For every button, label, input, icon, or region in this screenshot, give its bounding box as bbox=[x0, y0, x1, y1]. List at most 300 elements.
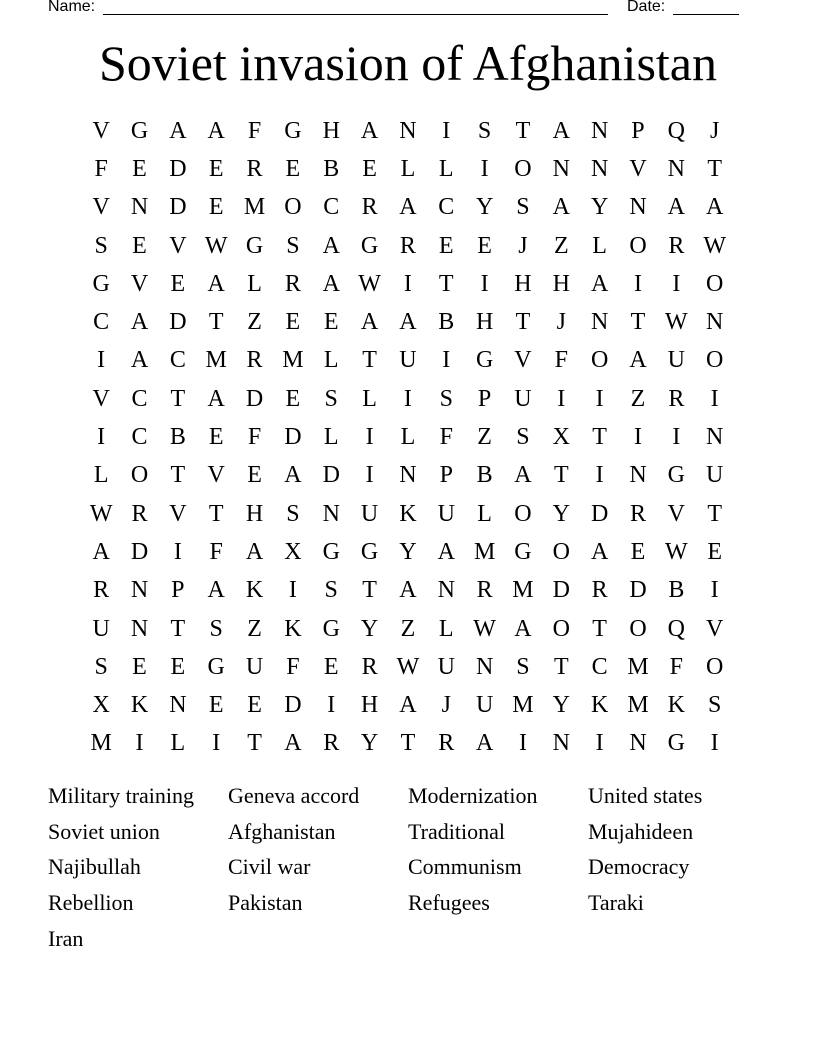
grid-letter[interactable]: A bbox=[322, 232, 340, 259]
grid-letter[interactable]: I bbox=[710, 385, 719, 412]
grid-letter[interactable]: V bbox=[92, 385, 110, 412]
header-row bbox=[0, 0, 816, 20]
grid-letter[interactable]: S bbox=[324, 385, 338, 412]
grid-letter[interactable]: A bbox=[207, 117, 225, 144]
grid-letter[interactable]: D bbox=[284, 424, 302, 451]
grid-row bbox=[82, 189, 734, 227]
grid-letter[interactable]: E bbox=[323, 653, 339, 680]
grid-letter[interactable]: V bbox=[706, 615, 724, 642]
grid-letter[interactable]: H bbox=[552, 270, 570, 297]
grid-letter[interactable]: U bbox=[360, 500, 379, 527]
grid-letter[interactable]: E bbox=[208, 424, 224, 451]
grid-letter[interactable]: E bbox=[132, 653, 147, 680]
grid-letter[interactable]: C bbox=[131, 385, 148, 412]
grid-letter[interactable]: B bbox=[438, 309, 455, 336]
grid-letter[interactable]: J bbox=[556, 309, 566, 336]
grid-letter[interactable]: L bbox=[477, 500, 492, 527]
grid-letter[interactable]: M bbox=[473, 538, 496, 565]
grid-letter[interactable]: L bbox=[438, 615, 454, 642]
grid-letter[interactable]: N bbox=[399, 462, 417, 489]
grid-letter[interactable]: I bbox=[710, 730, 719, 757]
grid-letter[interactable]: V bbox=[130, 270, 149, 297]
grid-letter[interactable]: F bbox=[94, 155, 108, 182]
grid-letter[interactable]: B bbox=[668, 577, 685, 604]
grid-letter[interactable]: O bbox=[514, 155, 532, 182]
grid-letter[interactable]: A bbox=[207, 270, 225, 297]
grid-letter[interactable]: T bbox=[170, 462, 186, 489]
grid-letter[interactable]: W bbox=[473, 615, 496, 642]
grid-letter[interactable]: U bbox=[706, 462, 724, 489]
grid-letter[interactable]: T bbox=[247, 730, 262, 757]
grid-letter[interactable]: R bbox=[131, 500, 148, 527]
grid-letter[interactable]: S bbox=[324, 577, 338, 604]
grid-letter[interactable]: V bbox=[207, 462, 225, 489]
grid-letter[interactable]: G bbox=[360, 232, 379, 259]
grid-letter[interactable]: R bbox=[668, 385, 685, 412]
grid-letter[interactable]: K bbox=[399, 500, 417, 527]
grid-letter[interactable]: N bbox=[552, 730, 570, 757]
grid-letter[interactable]: J bbox=[710, 117, 720, 144]
grid-letter[interactable]: L bbox=[592, 232, 607, 259]
grid-letter[interactable]: G bbox=[322, 538, 340, 565]
grid-letter[interactable]: S bbox=[94, 232, 108, 259]
grid-letter[interactable]: F bbox=[439, 424, 453, 451]
grid-letter[interactable]: E bbox=[707, 538, 722, 565]
grid-letter[interactable]: C bbox=[591, 653, 608, 680]
grid-letter[interactable]: I bbox=[97, 424, 106, 451]
grid-letter[interactable]: L bbox=[323, 424, 339, 451]
grid-letter[interactable]: N bbox=[590, 155, 609, 182]
grid-letter[interactable]: B bbox=[323, 155, 340, 182]
grid-letter[interactable]: V bbox=[92, 117, 110, 144]
grid-letter[interactable]: G bbox=[667, 462, 685, 489]
grid-letter[interactable]: Y bbox=[552, 500, 570, 527]
grid-row bbox=[82, 303, 734, 341]
grid-letter[interactable]: A bbox=[399, 194, 417, 221]
grid-letter[interactable]: L bbox=[247, 270, 262, 297]
grid-letter[interactable]: A bbox=[552, 117, 570, 144]
grid-letter[interactable]: R bbox=[246, 347, 263, 374]
grid-letter[interactable]: I bbox=[288, 577, 297, 604]
grid-letter[interactable]: T bbox=[707, 500, 722, 527]
grid-letter[interactable]: D bbox=[629, 577, 647, 604]
grid-letter[interactable]: F bbox=[286, 653, 300, 680]
grid-letter[interactable]: A bbox=[207, 385, 225, 412]
grid-letter[interactable]: K bbox=[130, 692, 149, 719]
grid-letter[interactable]: V bbox=[629, 155, 647, 182]
grid-letter[interactable]: K bbox=[284, 615, 302, 642]
grid-letter[interactable]: V bbox=[667, 500, 685, 527]
grid-letter[interactable]: A bbox=[130, 309, 149, 336]
grid-row bbox=[82, 686, 734, 724]
grid-letter[interactable]: N bbox=[629, 730, 647, 757]
grid-letter[interactable]: R bbox=[476, 577, 493, 604]
grid-letter[interactable]: V bbox=[92, 194, 110, 221]
grid-letter[interactable]: F bbox=[209, 538, 223, 565]
grid-letter[interactable]: D bbox=[245, 385, 264, 412]
grid-letter[interactable]: T bbox=[170, 385, 186, 412]
grid-letter[interactable]: O bbox=[629, 232, 647, 259]
grid-letter[interactable]: I bbox=[595, 462, 604, 489]
grid-letter[interactable]: Y bbox=[399, 538, 417, 565]
grid-letter[interactable]: A bbox=[514, 462, 532, 489]
grid-letter[interactable]: S bbox=[516, 424, 530, 451]
grid-letter[interactable]: H bbox=[360, 692, 379, 719]
grid-letter[interactable]: C bbox=[323, 194, 340, 221]
grid-letter[interactable]: R bbox=[591, 577, 608, 604]
grid-letter[interactable]: U bbox=[667, 347, 685, 374]
grid-letter[interactable]: I bbox=[403, 385, 412, 412]
grid-letter[interactable]: W bbox=[204, 232, 228, 259]
grid-letter[interactable]: E bbox=[247, 462, 262, 489]
grid-letter[interactable]: M bbox=[512, 692, 534, 719]
grid-letter[interactable]: U bbox=[514, 385, 532, 412]
grid-letter[interactable]: N bbox=[322, 500, 340, 527]
grid-letter[interactable]: G bbox=[360, 538, 379, 565]
grid-letter[interactable]: D bbox=[169, 155, 187, 182]
grid-letter[interactable]: S bbox=[439, 385, 453, 412]
grid-letter[interactable]: T bbox=[400, 730, 416, 757]
grid-letter[interactable]: V bbox=[169, 232, 187, 259]
grid-letter[interactable]: L bbox=[93, 462, 109, 489]
grid-letter[interactable]: V bbox=[514, 347, 532, 374]
grid-letter[interactable]: A bbox=[92, 538, 110, 565]
grid-letter[interactable]: D bbox=[169, 194, 187, 221]
grid-letter[interactable]: L bbox=[323, 347, 339, 374]
word-list-item: Communism bbox=[408, 854, 522, 880]
grid-letter[interactable]: N bbox=[169, 692, 187, 719]
grid-letter[interactable]: N bbox=[667, 155, 685, 182]
grid-letter[interactable]: X bbox=[92, 692, 110, 719]
grid-letter[interactable]: E bbox=[285, 309, 301, 336]
grid-letter[interactable]: O bbox=[629, 615, 647, 642]
grid-letter[interactable]: W bbox=[665, 538, 688, 565]
grid-letter[interactable]: N bbox=[437, 577, 455, 604]
grid-letter[interactable]: M bbox=[627, 692, 649, 719]
grid-letter[interactable]: G bbox=[475, 347, 494, 374]
grid-letter[interactable]: D bbox=[552, 577, 570, 604]
grid-letter[interactable]: Y bbox=[360, 730, 379, 757]
grid-letter[interactable]: X bbox=[552, 424, 570, 451]
grid-letter[interactable]: Y bbox=[475, 194, 494, 221]
grid-letter[interactable]: S bbox=[286, 232, 300, 259]
grid-letter[interactable]: T bbox=[362, 577, 377, 604]
grid-letter[interactable]: G bbox=[322, 615, 340, 642]
grid-letter[interactable]: I bbox=[442, 117, 451, 144]
grid-letter[interactable]: A bbox=[706, 194, 724, 221]
grid-letter[interactable]: N bbox=[706, 309, 724, 336]
grid-letter[interactable]: A bbox=[360, 117, 379, 144]
grid-letter[interactable]: R bbox=[361, 653, 378, 680]
grid-letter[interactable]: A bbox=[399, 692, 417, 719]
grid-letter[interactable]: J bbox=[518, 232, 528, 259]
grid-letter[interactable]: T bbox=[553, 653, 569, 680]
grid-letter[interactable]: G bbox=[92, 270, 110, 297]
date-blank-line[interactable] bbox=[673, 14, 739, 15]
grid-letter[interactable]: A bbox=[284, 730, 302, 757]
grid-letter[interactable]: O bbox=[706, 347, 724, 374]
word-list-item: Afghanistan bbox=[228, 818, 336, 844]
grid-letter[interactable]: E bbox=[132, 232, 147, 259]
grid-letter[interactable]: I bbox=[633, 424, 642, 451]
grid-letter[interactable]: I bbox=[173, 538, 182, 565]
grid-letter[interactable]: U bbox=[437, 500, 455, 527]
grid-letter[interactable]: Z bbox=[247, 309, 262, 336]
grid-letter[interactable]: U bbox=[437, 653, 455, 680]
grid-letter[interactable]: A bbox=[399, 309, 417, 336]
grid-letter[interactable]: D bbox=[590, 500, 609, 527]
grid-letter[interactable]: G bbox=[284, 117, 302, 144]
grid-letter[interactable]: E bbox=[477, 232, 492, 259]
grid-letter[interactable]: W bbox=[703, 232, 726, 259]
grid-letter[interactable]: F bbox=[554, 347, 568, 374]
grid-letter[interactable]: E bbox=[362, 155, 377, 182]
grid-letter[interactable]: N bbox=[706, 424, 724, 451]
grid-letter[interactable]: N bbox=[475, 653, 494, 680]
grid-letter[interactable]: B bbox=[476, 462, 493, 489]
grid-letter[interactable]: Y bbox=[552, 692, 570, 719]
grid-letter[interactable]: E bbox=[208, 155, 224, 182]
grid-letter[interactable]: S bbox=[516, 194, 530, 221]
grid-letter[interactable]: R bbox=[629, 500, 646, 527]
grid-letter[interactable]: M bbox=[90, 730, 112, 757]
grid-letter[interactable]: R bbox=[361, 194, 378, 221]
grid-letter[interactable]: A bbox=[437, 538, 455, 565]
grid-letter[interactable]: I bbox=[710, 577, 719, 604]
grid-letter[interactable]: I bbox=[327, 692, 336, 719]
grid-letter[interactable]: M bbox=[243, 194, 266, 221]
grid-letter[interactable]: T bbox=[170, 615, 186, 642]
grid-letter[interactable]: V bbox=[169, 500, 187, 527]
grid-letter[interactable]: A bbox=[130, 347, 149, 374]
grid-letter[interactable]: L bbox=[170, 730, 186, 757]
grid-letter[interactable]: I bbox=[403, 270, 412, 297]
grid-letter[interactable]: L bbox=[400, 155, 416, 182]
grid-letter[interactable]: R bbox=[93, 577, 110, 604]
grid-letter[interactable]: N bbox=[552, 155, 570, 182]
grid-letter[interactable]: S bbox=[209, 615, 223, 642]
grid-letter[interactable]: E bbox=[208, 692, 224, 719]
grid-letter[interactable]: Z bbox=[553, 232, 569, 259]
grid-letter[interactable]: S bbox=[516, 653, 530, 680]
grid-letter[interactable]: O bbox=[706, 270, 724, 297]
grid-letter[interactable]: W bbox=[358, 270, 381, 297]
grid-letter[interactable]: F bbox=[247, 424, 262, 451]
grid-letter[interactable]: B bbox=[169, 424, 186, 451]
grid-letter[interactable]: S bbox=[477, 117, 492, 144]
grid-letter[interactable]: F bbox=[669, 653, 683, 680]
grid-letter[interactable]: P bbox=[631, 117, 645, 144]
grid-letter[interactable]: T bbox=[208, 309, 224, 336]
grid-letter[interactable]: I bbox=[672, 270, 681, 297]
grid-letter[interactable]: M bbox=[512, 577, 534, 604]
grid-letter[interactable]: Z bbox=[477, 424, 492, 451]
grid-letter[interactable]: E bbox=[630, 538, 646, 565]
grid-letter[interactable]: L bbox=[362, 385, 377, 412]
grid-letter[interactable]: W bbox=[89, 500, 113, 527]
grid-letter[interactable]: I bbox=[672, 424, 681, 451]
grid-letter[interactable]: E bbox=[438, 232, 454, 259]
grid-letter[interactable]: N bbox=[590, 309, 609, 336]
grid-letter[interactable]: I bbox=[595, 730, 604, 757]
grid-letter[interactable]: R bbox=[668, 232, 685, 259]
grid-letter[interactable]: Y bbox=[360, 615, 379, 642]
grid-letter[interactable]: Y bbox=[590, 194, 609, 221]
word-list-item: Soviet union bbox=[48, 818, 160, 844]
grid-letter[interactable]: W bbox=[665, 309, 688, 336]
grid-letter[interactable]: F bbox=[247, 117, 262, 144]
grid-letter[interactable]: H bbox=[514, 270, 532, 297]
name-blank-line[interactable] bbox=[103, 14, 608, 15]
grid-letter[interactable]: H bbox=[245, 500, 264, 527]
grid-letter[interactable]: A bbox=[629, 347, 647, 374]
grid-letter[interactable]: P bbox=[171, 577, 185, 604]
grid-letter[interactable]: T bbox=[707, 155, 722, 182]
grid-letter[interactable]: A bbox=[399, 577, 417, 604]
grid-letter[interactable]: A bbox=[552, 194, 570, 221]
grid-letter[interactable]: T bbox=[630, 309, 646, 336]
grid-letter[interactable]: U bbox=[475, 692, 494, 719]
grid-letter[interactable]: T bbox=[208, 500, 224, 527]
grid-letter[interactable]: M bbox=[282, 347, 304, 374]
grid-letter[interactable]: O bbox=[552, 615, 570, 642]
grid-letter[interactable]: D bbox=[284, 692, 302, 719]
grid-letter[interactable]: E bbox=[170, 270, 186, 297]
grid-letter[interactable]: I bbox=[480, 155, 489, 182]
grid-row bbox=[82, 495, 734, 533]
grid-letter[interactable]: Z bbox=[630, 385, 646, 412]
grid-letter[interactable]: W bbox=[396, 653, 420, 680]
grid-letter[interactable]: R bbox=[399, 232, 416, 259]
grid-letter[interactable]: O bbox=[130, 462, 149, 489]
grid-letter[interactable]: X bbox=[284, 538, 302, 565]
grid-letter[interactable]: E bbox=[323, 309, 339, 336]
grid-letter[interactable]: A bbox=[245, 538, 264, 565]
grid-letter[interactable]: A bbox=[590, 538, 609, 565]
grid-letter[interactable]: E bbox=[247, 692, 262, 719]
grid-letter[interactable]: I bbox=[518, 730, 527, 757]
grid-letter[interactable]: H bbox=[475, 309, 494, 336]
grid-letter[interactable]: K bbox=[590, 692, 609, 719]
grid-letter[interactable]: A bbox=[284, 462, 302, 489]
grid-letter[interactable]: T bbox=[553, 462, 569, 489]
grid-letter[interactable]: E bbox=[170, 653, 186, 680]
grid-letter[interactable]: G bbox=[514, 538, 532, 565]
grid-letter[interactable]: N bbox=[130, 194, 149, 221]
grid-letter[interactable]: H bbox=[322, 117, 340, 144]
grid-letter[interactable]: L bbox=[438, 155, 454, 182]
grid-letter[interactable]: E bbox=[132, 155, 147, 182]
grid-letter[interactable]: D bbox=[130, 538, 149, 565]
grid-letter[interactable]: T bbox=[515, 309, 531, 336]
grid-letter[interactable]: O bbox=[552, 538, 570, 565]
grid-letter[interactable]: R bbox=[323, 730, 340, 757]
grid-letter[interactable]: A bbox=[207, 577, 225, 604]
grid-letter[interactable]: D bbox=[169, 309, 187, 336]
grid-letter[interactable]: E bbox=[208, 194, 224, 221]
grid-letter[interactable]: N bbox=[399, 117, 417, 144]
grid-letter[interactable]: K bbox=[245, 577, 264, 604]
grid-letter[interactable]: T bbox=[438, 270, 454, 297]
grid-letter[interactable]: N bbox=[130, 577, 149, 604]
grid-letter[interactable]: S bbox=[94, 653, 108, 680]
grid-letter[interactable]: G bbox=[667, 730, 685, 757]
grid-letter[interactable]: I bbox=[557, 385, 566, 412]
grid-letter[interactable]: A bbox=[360, 309, 379, 336]
grid-letter[interactable]: T bbox=[592, 615, 607, 642]
grid-letter[interactable]: R bbox=[284, 270, 301, 297]
grid-letter[interactable]: A bbox=[667, 194, 685, 221]
grid-letter[interactable]: I bbox=[365, 462, 374, 489]
grid-letter[interactable]: O bbox=[706, 653, 724, 680]
grid-letter[interactable]: E bbox=[285, 155, 301, 182]
grid-letter[interactable]: M bbox=[205, 347, 227, 374]
grid-letter[interactable]: A bbox=[514, 615, 532, 642]
grid-letter[interactable]: L bbox=[400, 424, 416, 451]
grid-letter[interactable]: M bbox=[627, 653, 649, 680]
grid-letter[interactable]: O bbox=[514, 500, 532, 527]
grid-letter[interactable]: Z bbox=[247, 615, 262, 642]
grid-letter[interactable]: E bbox=[285, 385, 301, 412]
grid-letter[interactable]: T bbox=[592, 424, 607, 451]
grid-letter[interactable]: C bbox=[438, 194, 455, 221]
grid-letter[interactable]: A bbox=[169, 117, 187, 144]
grid-letter[interactable]: I bbox=[365, 424, 374, 451]
grid-letter[interactable]: R bbox=[246, 155, 263, 182]
grid-letter[interactable]: N bbox=[629, 194, 647, 221]
grid-letter[interactable]: N bbox=[629, 462, 647, 489]
grid-letter[interactable]: K bbox=[667, 692, 685, 719]
grid-letter[interactable]: U bbox=[245, 653, 264, 680]
grid-letter[interactable]: G bbox=[245, 232, 264, 259]
grid-letter[interactable]: C bbox=[93, 309, 110, 336]
grid-letter[interactable]: I bbox=[212, 730, 221, 757]
grid-letter[interactable]: I bbox=[442, 347, 451, 374]
word-list-item: Iran bbox=[48, 925, 84, 951]
grid-letter[interactable]: O bbox=[284, 194, 302, 221]
grid-letter[interactable]: I bbox=[480, 270, 489, 297]
grid-letter[interactable]: U bbox=[399, 347, 417, 374]
grid-letter[interactable]: C bbox=[169, 347, 186, 374]
grid-letter[interactable]: T bbox=[515, 117, 531, 144]
grid-letter[interactable]: A bbox=[322, 270, 340, 297]
grid-letter[interactable]: Q bbox=[667, 615, 685, 642]
grid-letter[interactable]: A bbox=[590, 270, 609, 297]
grid-letter[interactable]: G bbox=[130, 117, 149, 144]
grid-letter[interactable]: N bbox=[590, 117, 609, 144]
grid-letter[interactable]: Z bbox=[400, 615, 416, 642]
grid-letter[interactable]: R bbox=[438, 730, 455, 757]
grid-letter[interactable]: N bbox=[130, 615, 149, 642]
grid-letter[interactable]: C bbox=[131, 424, 148, 451]
grid-letter[interactable]: P bbox=[439, 462, 453, 489]
grid-letter[interactable]: I bbox=[97, 347, 106, 374]
grid-letter[interactable]: I bbox=[633, 270, 642, 297]
grid-letter[interactable]: U bbox=[92, 615, 110, 642]
grid-letter[interactable]: J bbox=[441, 692, 451, 719]
grid-letter[interactable]: I bbox=[595, 385, 604, 412]
grid-letter[interactable]: S bbox=[707, 692, 722, 719]
grid-letter[interactable]: P bbox=[477, 385, 492, 412]
grid-letter[interactable]: G bbox=[207, 653, 225, 680]
grid-letter[interactable]: S bbox=[286, 500, 300, 527]
grid-letter[interactable]: A bbox=[475, 730, 494, 757]
grid-letter[interactable]: O bbox=[590, 347, 609, 374]
grid-letter[interactable]: Q bbox=[667, 117, 685, 144]
grid-letter[interactable]: T bbox=[362, 347, 377, 374]
grid-letter[interactable]: I bbox=[135, 730, 144, 757]
grid-letter[interactable]: D bbox=[322, 462, 340, 489]
